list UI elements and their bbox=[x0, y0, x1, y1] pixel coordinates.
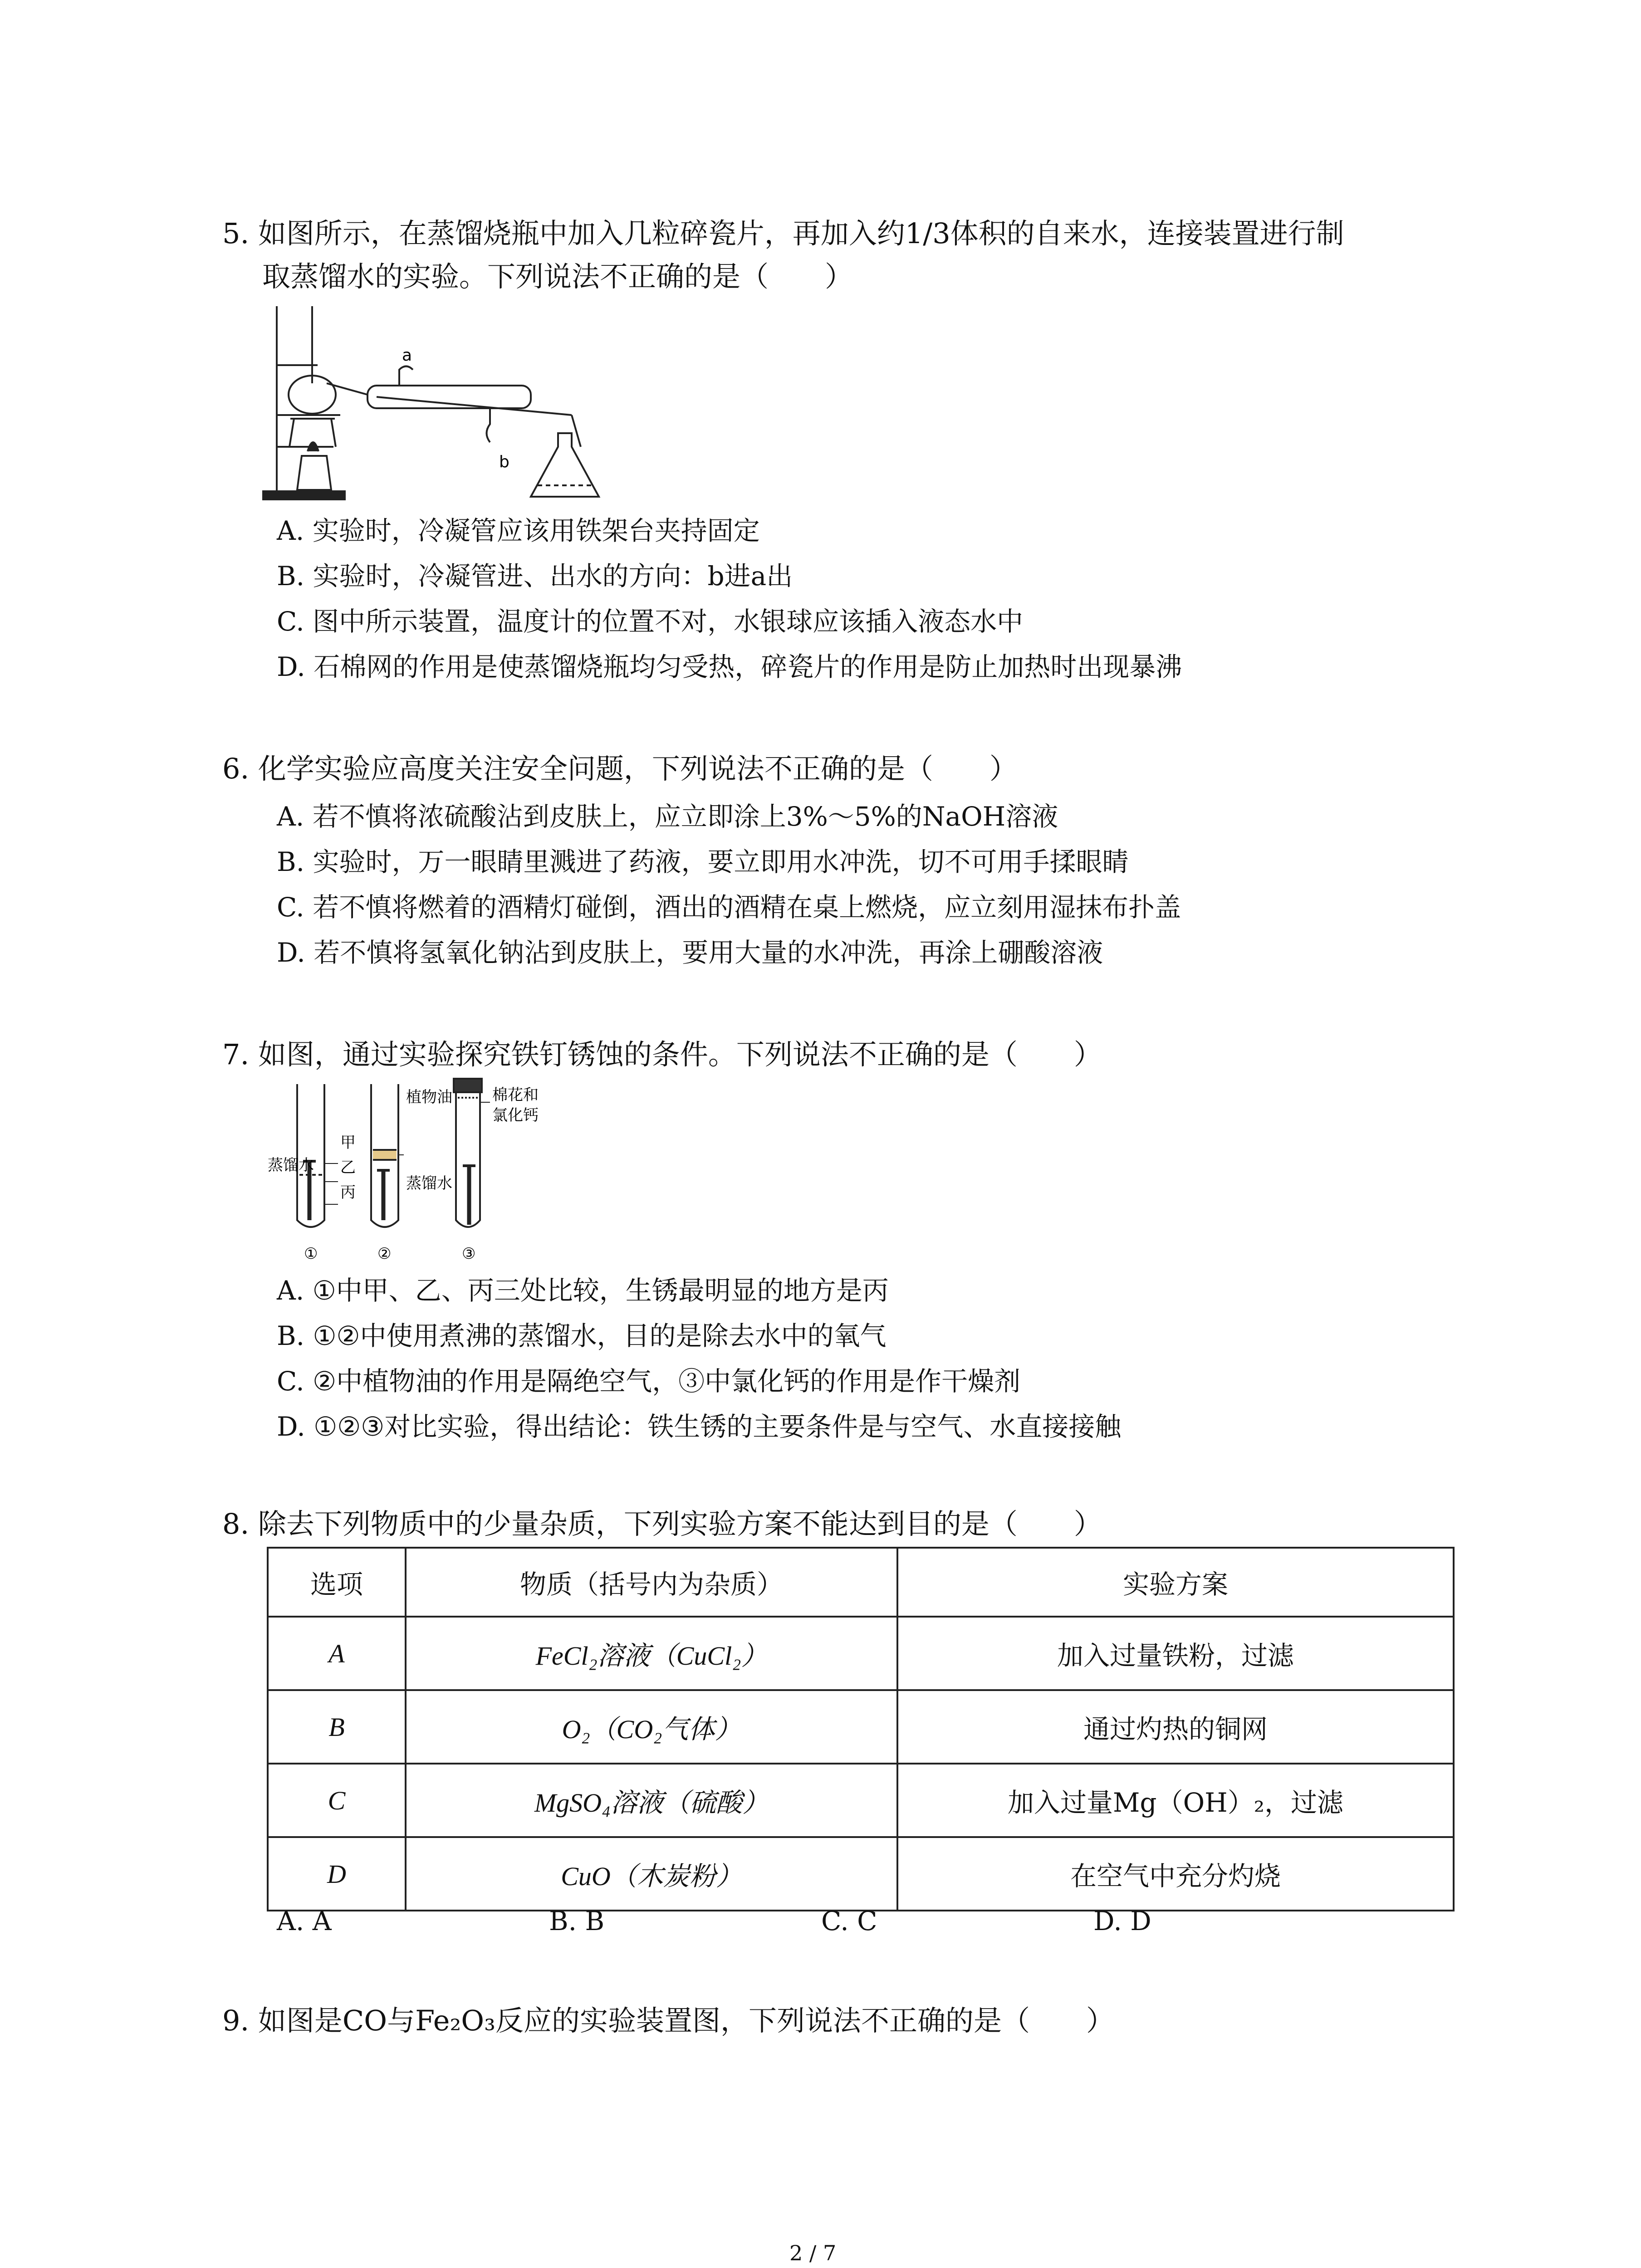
label-a: a bbox=[402, 346, 412, 365]
table-cell: A bbox=[268, 1617, 406, 1690]
label-jia: 甲 bbox=[340, 1134, 356, 1152]
table-header-option: 选项 bbox=[268, 1548, 406, 1617]
table-cell: MgSO₄溶液（硫酸） bbox=[406, 1764, 897, 1837]
label-b: b bbox=[499, 453, 509, 471]
label-cotton-2: 氯化钙 bbox=[492, 1106, 539, 1124]
table-cell: FeCl₂溶液（CuCl₂） bbox=[406, 1617, 897, 1690]
label-tube-1: ① bbox=[304, 1245, 318, 1263]
table-header-plan: 实验方案 bbox=[897, 1548, 1454, 1617]
q9-stem: 9. 如图是CO与Fe₂O₃反应的实验装置图，下列说法不正确的是（ ） bbox=[222, 2004, 1114, 2037]
q5-option-d: D. 石棉网的作用是使蒸馏烧瓶均匀受热，碎瓷片的作用是防止加热时出现暴沸 bbox=[277, 651, 1182, 682]
label-distilled-water-1: 蒸馏水 bbox=[268, 1156, 314, 1174]
q7-option-a: A. ①中甲、乙、丙三处比较，生锈最明显的地方是丙 bbox=[277, 1275, 889, 1306]
distillation-apparatus-figure bbox=[254, 297, 608, 510]
q5-option-b: B. 实验时，冷凝管进、出水的方向：b进a出 bbox=[277, 561, 793, 591]
q8-table bbox=[267, 1547, 1455, 1911]
q8-option-b: B. B bbox=[549, 1906, 605, 1936]
q7-option-d: D. ①②③对比实验，得出结论：铁生锈的主要条件是与空气、水直接接触 bbox=[277, 1411, 1122, 1442]
q8-option-d: D. D bbox=[1093, 1906, 1151, 1936]
label-plant-oil: 植物油 bbox=[406, 1088, 452, 1106]
table-cell: 加入过量铁粉，过滤 bbox=[897, 1617, 1454, 1690]
q8-option-c: C. C bbox=[821, 1906, 877, 1936]
table-cell: D bbox=[268, 1837, 406, 1911]
table-cell: 加入过量Mg（OH）₂，过滤 bbox=[897, 1764, 1454, 1837]
label-tube-2: ② bbox=[377, 1245, 392, 1263]
table-row bbox=[268, 1617, 1454, 1690]
table-cell: 在空气中充分灼烧 bbox=[897, 1837, 1454, 1911]
q5-stem-line1: 5. 如图所示，在蒸馏烧瓶中加入几粒碎瓷片，再加入约1/3体积的自来水，连接装置进行制 bbox=[222, 217, 1344, 250]
table-row bbox=[268, 1837, 1454, 1911]
label-distilled-water-2: 蒸馏水 bbox=[406, 1174, 452, 1193]
label-bing: 丙 bbox=[340, 1183, 356, 1202]
q8-option-a: A. A bbox=[277, 1906, 332, 1936]
table-cell: B bbox=[268, 1690, 406, 1764]
q7-stem: 7. 如图，通过实验探究铁钉锈蚀的条件。下列说法不正确的是（ ） bbox=[222, 1038, 1102, 1071]
table-cell: CuO（木炭粉） bbox=[406, 1837, 897, 1911]
q7-option-b: B. ①②中使用煮沸的蒸馏水，目的是除去水中的氧气 bbox=[277, 1320, 887, 1351]
page-number: 2 / 7 bbox=[789, 2241, 837, 2265]
q6-option-c: C. 若不慎将燃着的酒精灯碰倒，酒出的酒精在桌上燃烧，应立刻用湿抹布扑盖 bbox=[277, 892, 1181, 923]
q5-option-c: C. 图中所示装置，温度计的位置不对，水银球应该插入液态水中 bbox=[277, 606, 1024, 637]
q6-option-d: D. 若不慎将氢氧化钠沾到皮肤上，要用大量的水冲洗，再涂上硼酸溶液 bbox=[277, 937, 1103, 968]
table-cell: 通过灼热的铜网 bbox=[897, 1690, 1454, 1764]
q7-option-c: C. ②中植物油的作用是隔绝空气，③中氯化钙的作用是作干燥剂 bbox=[277, 1366, 1021, 1397]
table-header-substance: 物质（括号内为杂质） bbox=[406, 1548, 897, 1617]
label-cotton-1: 棉花和 bbox=[492, 1086, 539, 1104]
q6-stem: 6. 化学实验应高度关注安全问题，下列说法不正确的是（ ） bbox=[222, 752, 1018, 785]
q6-option-a: A. 若不慎将浓硫酸沾到皮肤上，应立即涂上3%～5%的NaOH溶液 bbox=[277, 801, 1058, 832]
q8-stem: 8. 除去下列物质中的少量杂质，下列实验方案不能达到目的是（ ） bbox=[222, 1507, 1102, 1540]
q5-option-a: A. 实验时，冷凝管应该用铁架台夹持固定 bbox=[277, 515, 760, 546]
rust-experiment-figure bbox=[254, 1075, 572, 1266]
q6-option-b: B. 实验时，万一眼睛里溅进了药液，要立即用水冲洗，切不可用手揉眼睛 bbox=[277, 846, 1129, 877]
table-cell: O₂（CO₂气体） bbox=[406, 1690, 897, 1764]
label-yi: 乙 bbox=[340, 1158, 356, 1177]
table-row bbox=[268, 1764, 1454, 1837]
table-cell: C bbox=[268, 1764, 406, 1837]
label-tube-3: ③ bbox=[462, 1245, 476, 1263]
table-header-row bbox=[268, 1548, 1454, 1617]
table-row bbox=[268, 1690, 1454, 1764]
q5-stem-line2: 取蒸馏水的实验。下列说法不正确的是（ ） bbox=[262, 260, 853, 293]
